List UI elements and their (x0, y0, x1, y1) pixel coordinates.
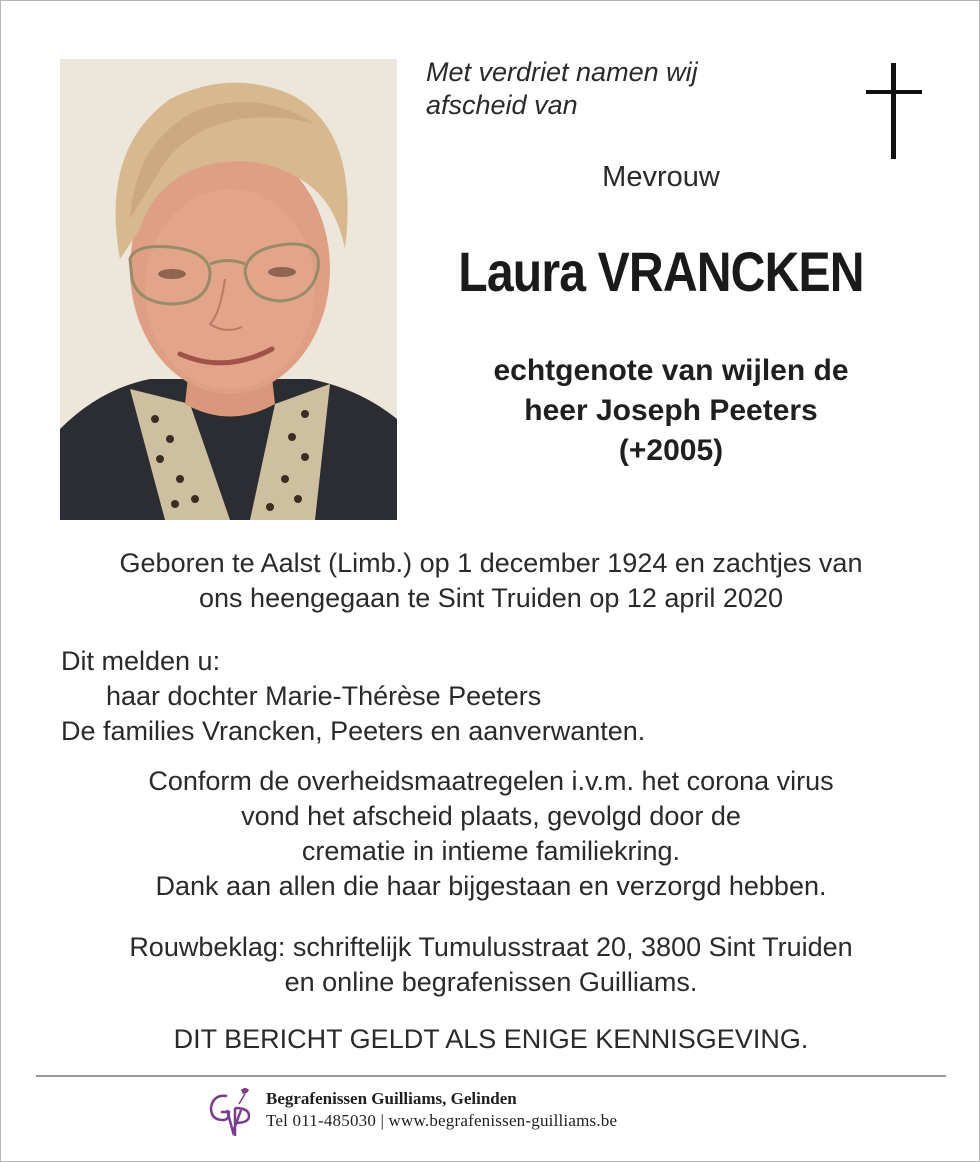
birth-death-info (41, 546, 941, 616)
spouse-line-1: echtgenote van wijlen de (493, 354, 849, 387)
deceased-name: Laura VRANCKEN (458, 240, 864, 303)
birth-line-1: Geboren te Aalst (Limb.) op 1 december 1924 en zachtjes van (119, 548, 863, 578)
notify-line-2: haar dochter Marie-Thérèse Peeters (106, 681, 542, 711)
intro-line-1: Met verdriet namen wij (426, 57, 698, 87)
sole-notice: DIT BERICHT GELDT ALS ENIGE KENNISGEVING. (173, 1024, 809, 1054)
condolences-line-1: Rouwbeklag: schriftelijk Tumulusstraat 20, 3800 Sint Truiden (129, 932, 853, 962)
intro-line-2: afscheid van (426, 90, 578, 120)
spouse-line-2: heer Joseph Peeters (524, 394, 818, 427)
footer-divider (36, 1075, 946, 1077)
intro-text (426, 56, 698, 122)
condolences-info (41, 930, 941, 1000)
funeral-home-contact: Tel 011-485030 | www.begrafenissen-guilliams.be (266, 1111, 618, 1130)
notify-line-1: Dit melden u: (61, 646, 221, 676)
corona-line-3: crematie in intieme familiekring. (301, 836, 681, 866)
corona-notice (41, 764, 941, 904)
portrait-photo (60, 59, 397, 520)
corona-line-1: Conform de overheidsmaatregelen i.v.m. het corona virus (148, 766, 834, 796)
funeral-home-logo (205, 1086, 255, 1138)
notifying-family (61, 644, 645, 749)
spouse-info (421, 351, 921, 471)
funeral-home-name: Begrafenissen Guilliams, Gelinden (266, 1089, 517, 1108)
corona-line-2: vond het afscheid plaats, gevolgd door de (241, 801, 741, 831)
deceased-title: Mevrouw (602, 161, 720, 193)
birth-line-2: ons heengegaan te Sint Truiden op 12 april 2020 (199, 583, 783, 613)
corona-line-4: Dank aan allen die haar bijgestaan en verzorgd hebben. (155, 871, 827, 901)
spouse-line-3: (+2005) (618, 434, 724, 467)
notify-line-3: De families Vrancken, Peeters en aanverwanten. (61, 716, 646, 746)
cross-icon (866, 63, 922, 159)
condolences-line-2: en online begrafenissen Guilliams. (284, 967, 698, 997)
